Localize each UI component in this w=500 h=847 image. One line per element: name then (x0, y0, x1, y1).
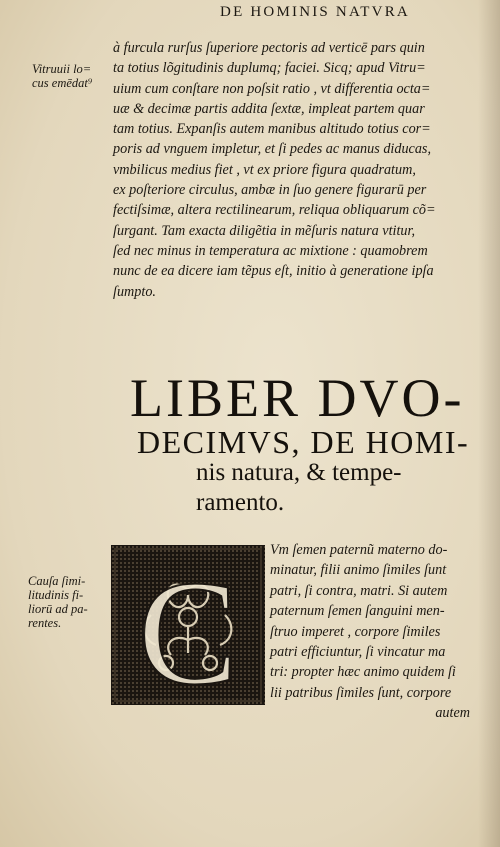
body-text-1 (113, 38, 436, 302)
margin-note-line: liorū ad pa- (28, 602, 88, 616)
text-line: tam totius. Expanſis autem manibus altitudo totius cor= (113, 121, 431, 138)
chapter-heading-line-2: DECIMVS, DE HOMI- (137, 424, 470, 460)
decorated-initial-svg (111, 545, 265, 705)
text-line: uæ & decimæ partis addita ſextæ, impleat partem quar (113, 100, 425, 117)
margin-note-line: rentes. (28, 616, 62, 630)
text-line: uium cum conſtare non poſsit ratio , vt differentia octa= (113, 80, 431, 97)
text-line: Vm ſemen paternũ materno do- (270, 542, 448, 558)
margin-note-vitruvius (32, 62, 92, 90)
text-line: ſtruo imperet , corpore ſimiles (270, 623, 441, 640)
text-line: ex poſteriore circulus, ambæ in ſuo genere figurarū per (113, 182, 427, 199)
chapter-heading-line-4: ramento. (196, 489, 285, 516)
text-line: ſumpto. (113, 283, 156, 300)
text-line: vmbilicus medius fiet , vt ex priore figura quadratum, (113, 161, 416, 178)
margin-note-line: Vitruuii lo= (32, 62, 92, 76)
running-head: DE HOMINIS NATVRA (220, 4, 410, 20)
chapter-heading-line-3: nis natura, & tempe- (196, 459, 402, 486)
text-line: ſed nec minus in temperatura ac mixtione : quamobrem (113, 242, 428, 259)
text-line: poris ad vnguem impletur, et ſi pedes ac manus diducas, (113, 141, 431, 158)
initial-letter: C (137, 550, 239, 705)
chapter-heading-line-1: LIBER DVO- (130, 368, 465, 428)
text-line: patri efficiuntur, ſi vincatur ma (270, 644, 446, 661)
text-line: lii patribus ſimiles ſunt, corpore (270, 684, 452, 701)
text-line: autem (435, 705, 470, 722)
margin-note-causa (28, 574, 88, 630)
text-line: à furcula rurſus ſuperiore pectoris ad verticē pars quin (113, 40, 425, 56)
text-line: paternum ſemen ſanguini men- (270, 603, 445, 620)
decorated-initial (111, 545, 265, 705)
text-line: nunc de ea dicere iam tẽpus eſt, initio à generatione ipſa (113, 263, 434, 280)
text-line: patri, ſi contra, matri. Si autem (270, 582, 448, 599)
body-text-2 (270, 540, 470, 724)
text-line: ta totius lõgitudinis duplumq; faciei. Sicq; apud Vitru= (113, 60, 426, 77)
text-line: tri: propter hæc animo quidem ſi (270, 664, 456, 681)
text-line: ſurgant. Tam exacta diligẽtia in mẽſuris natura vtitur, (113, 222, 416, 239)
margin-note-line: litudinis fi- (28, 588, 84, 602)
margin-note-line: cus emēdat⁹ (32, 76, 93, 90)
text-line: fectiſsimæ, altera rectilinearum, reliqua obliquarum cõ= (113, 202, 436, 219)
text-line: minatur, filii animo ſimiles ſunt (270, 562, 447, 579)
margin-note-line: Cauſa ſimi- (28, 574, 86, 588)
